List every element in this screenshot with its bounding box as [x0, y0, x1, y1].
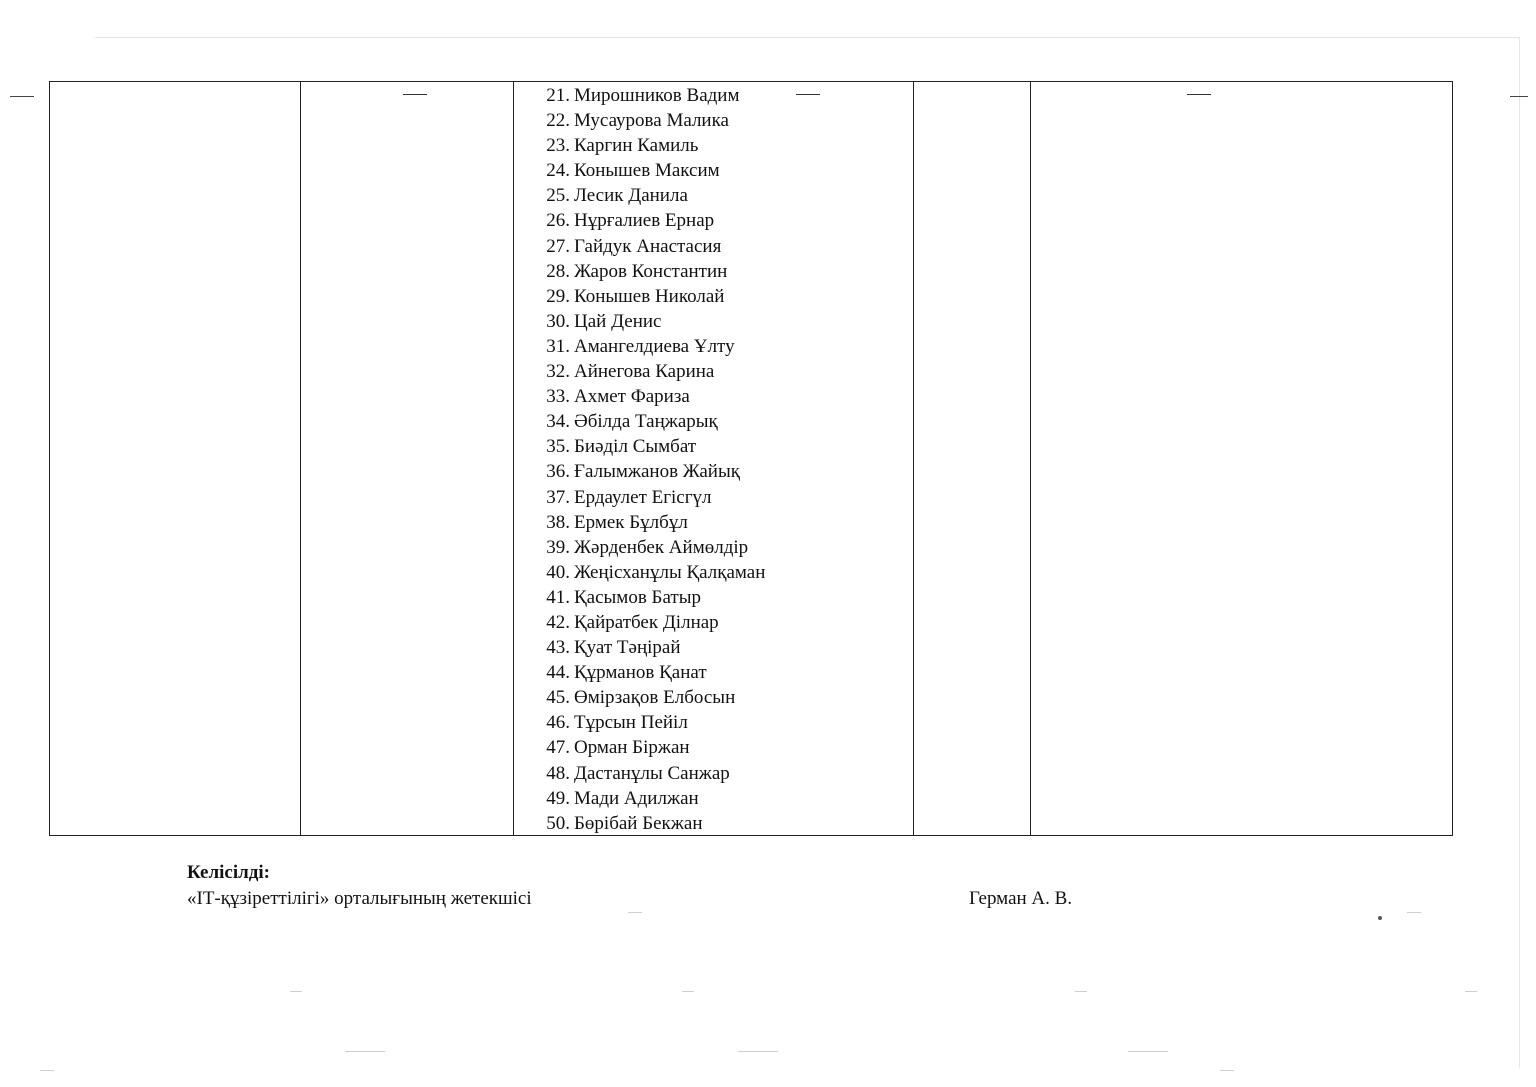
- list-item-name: Тұрсын Пейіл: [574, 712, 688, 734]
- scan-speck: [1378, 916, 1382, 920]
- list-item: [536, 384, 765, 409]
- list-item-number: 25.: [546, 185, 570, 207]
- list-item-name: Цай Денис: [574, 310, 662, 332]
- list-item-name: Конышев Николай: [574, 285, 725, 307]
- list-item: [536, 535, 765, 560]
- empty-cell-dash-col3: [796, 94, 820, 95]
- list-item-number: 31.: [546, 335, 570, 357]
- list-item: [536, 786, 765, 811]
- list-item: [536, 359, 765, 384]
- list-item: [536, 610, 765, 635]
- column-divider-2: [513, 82, 514, 835]
- scan-dash: [1465, 991, 1477, 992]
- scan-dash: [290, 991, 302, 992]
- list-item-number: 39.: [546, 536, 570, 558]
- scan-dash: [345, 1051, 385, 1052]
- list-item: [536, 133, 765, 158]
- list-item-number: 44.: [546, 662, 570, 684]
- list-item: [536, 560, 765, 585]
- list-item-name: Бөрібай Бекжан: [574, 812, 703, 834]
- list-item: [536, 208, 765, 233]
- list-item-number: 45.: [546, 687, 570, 709]
- empty-cell-dash-col2: [403, 94, 427, 95]
- scan-border-top: [95, 37, 1520, 38]
- scan-dash: [1128, 1051, 1168, 1052]
- student-table: [49, 81, 1453, 836]
- scan-dash: [1075, 991, 1087, 992]
- list-item-name: Амангелдиева Ұлту: [574, 335, 735, 357]
- list-item-name: Ахмет Фариза: [574, 386, 690, 408]
- list-item-number: 33.: [546, 386, 570, 408]
- list-item-name: Мирошников Вадим: [574, 85, 740, 106]
- scan-dash: [628, 912, 642, 913]
- column-divider-3: [913, 82, 914, 835]
- list-item-name: Жаров Константин: [574, 260, 728, 282]
- column-divider-4: [1030, 82, 1031, 835]
- list-item-number: 26.: [546, 210, 570, 232]
- list-item-number: 30.: [546, 310, 570, 332]
- list-item-name: Жәрденбек Аймөлдір: [574, 536, 749, 558]
- list-item: [536, 635, 765, 660]
- list-item-number: 37.: [546, 486, 570, 508]
- list-item: [536, 83, 765, 108]
- list-item: [536, 510, 765, 535]
- list-item: [536, 434, 765, 459]
- list-item-name: Биәділ Сымбат: [574, 436, 697, 458]
- list-item: [536, 409, 765, 434]
- list-item: [536, 685, 765, 710]
- list-item-name: Жеңісханұлы Қалқаман: [574, 561, 766, 583]
- list-item-name: Лесик Данила: [574, 185, 688, 207]
- list-item-number: 32.: [546, 361, 570, 383]
- list-item-number: 22.: [546, 110, 570, 132]
- list-item: [536, 660, 765, 685]
- list-item-name: Қуат Тәңірай: [574, 637, 681, 659]
- list-item-name: Ердаулет Егісгүл: [574, 486, 712, 508]
- list-item-name: Дастанұлы Санжар: [574, 762, 730, 784]
- list-item-number: 38.: [546, 511, 570, 533]
- agreed-label: Келісілді:: [187, 862, 271, 883]
- list-item: [536, 811, 765, 836]
- list-item-number: 23.: [546, 135, 570, 157]
- list-item-number: 50.: [546, 812, 570, 834]
- list-item: [536, 183, 765, 208]
- list-item: [536, 585, 765, 610]
- list-item-number: 49.: [546, 787, 570, 809]
- list-item: [536, 309, 765, 334]
- list-item-name: Конышев Максим: [574, 160, 720, 182]
- list-item-name: Айнегова Карина: [574, 361, 715, 383]
- scan-dash: [682, 991, 694, 992]
- list-item-number: 28.: [546, 260, 570, 282]
- list-item-number: 21.: [546, 85, 570, 106]
- list-item-number: 40.: [546, 561, 570, 583]
- list-item-number: 41.: [546, 586, 570, 608]
- list-item-name: Ғалымжанов Жайық: [574, 461, 740, 483]
- list-item-number: 47.: [546, 737, 570, 759]
- list-item-number: 34.: [546, 411, 570, 433]
- margin-dash-left: [10, 96, 34, 97]
- list-item-name: Қайратбек Ділнар: [574, 611, 719, 633]
- list-item: [536, 158, 765, 183]
- list-item-name: Гайдук Анастасия: [574, 235, 722, 257]
- list-item-name: Ермек Бұлбұл: [574, 511, 688, 533]
- list-item: [536, 485, 765, 510]
- scan-dash: [1407, 912, 1421, 913]
- list-item: [536, 735, 765, 760]
- list-item-number: 24.: [546, 160, 570, 182]
- list-item: [536, 234, 765, 259]
- list-item-number: 43.: [546, 637, 570, 659]
- list-item-name: Каргин Камиль: [574, 135, 699, 157]
- list-item-number: 36.: [546, 461, 570, 483]
- list-item-name: Нұрғалиев Ернар: [574, 210, 715, 232]
- list-item-number: 35.: [546, 436, 570, 458]
- list-item: [536, 459, 765, 484]
- list-item: [536, 334, 765, 359]
- list-item-number: 42.: [546, 611, 570, 633]
- list-item: [536, 108, 765, 133]
- margin-dash-right: [1510, 96, 1528, 97]
- list-item: [536, 761, 765, 786]
- list-item-name: Орман Біржан: [574, 737, 690, 759]
- empty-cell-dash-col5: [1187, 94, 1211, 95]
- scan-border-right: [1519, 38, 1520, 1068]
- list-item-number: 46.: [546, 712, 570, 734]
- list-item: [536, 284, 765, 309]
- signatory-position: «ІТ-құзіреттілігі» орталығының жетекшісі: [187, 888, 532, 909]
- list-item-number: 27.: [546, 235, 570, 257]
- scan-dash: [40, 1070, 54, 1071]
- list-item-number: 29.: [546, 285, 570, 307]
- list-item-number: 48.: [546, 762, 570, 784]
- list-item-name: Құрманов Қанат: [574, 662, 707, 684]
- list-item-name: Мади Адилжан: [574, 787, 699, 809]
- signatory-name: Герман А. В.: [969, 888, 1073, 909]
- student-name-list: [536, 83, 765, 836]
- list-item-name: Әбілда Таңжарық: [574, 411, 718, 433]
- column-divider-1: [300, 82, 301, 835]
- scan-dash: [738, 1051, 778, 1052]
- list-item-name: Қасымов Батыр: [574, 586, 701, 608]
- list-item-name: Өмірзақов Елбосын: [574, 687, 736, 709]
- list-item: [536, 259, 765, 284]
- scan-dash: [1220, 1070, 1234, 1071]
- list-item: [536, 710, 765, 735]
- list-item-name: Мусаурова Малика: [574, 110, 729, 132]
